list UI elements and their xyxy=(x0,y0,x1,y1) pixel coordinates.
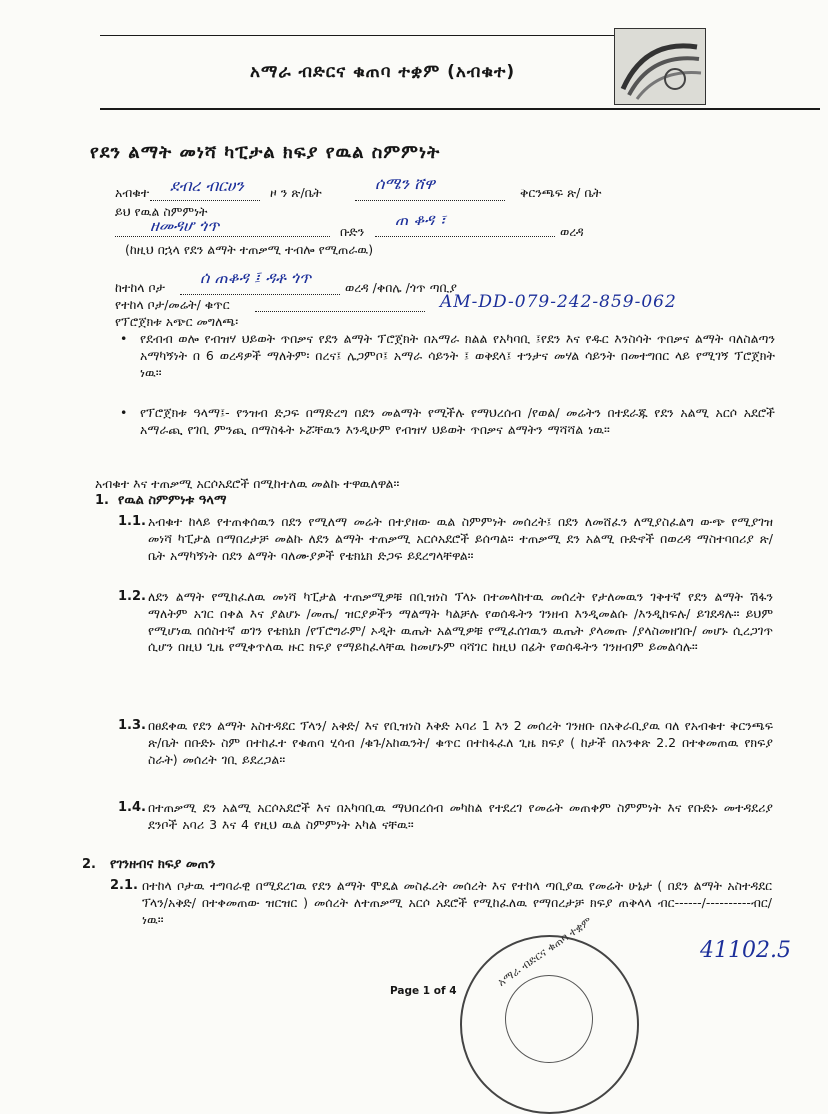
header-bottom-rule xyxy=(100,108,820,110)
woreda-label: ወረዳ xyxy=(560,224,584,239)
site-number-value: AM-DD-079-242-859-062 xyxy=(440,292,677,312)
page-number: Page 1 of 4 xyxy=(390,985,457,997)
location-field-line xyxy=(180,294,340,295)
institution-logo-icon xyxy=(614,28,706,105)
zone-field-line xyxy=(355,200,505,201)
section-title: የገንዘብና ክፍያ መጠን xyxy=(110,857,216,872)
clause-number: 1.1. xyxy=(118,514,146,529)
section-number: 2. xyxy=(82,857,96,872)
clause-text: በተከላ ቦታዉ ተግባራዊ በሚደረገዉ የደን ልማት ሞዴል መስፈረት መሰረት እና የተከላ ጣቢያዉ የመሬት ሁኔታ ( በደን ልማት አስተዳደር ፕላን/አቅድ/ በተቀመጠው ዝርዝር ) መሰረት ለተጠቃሚ አርሶ አደሮች የሚከፈለዉ የማበረታቻ ክፍያ ጠቅላላ ብር------/----------ብር/ ነዉ። xyxy=(142,878,772,927)
intro-line: አብቁተ እና ተጠቃሚ አርሶአደሮች በሚከተለዉ መልኩ ተዋዉለዋል። xyxy=(95,476,400,491)
location-suffix: ወረዳ /ቀበሌ /ጎጥ ጣቢያ xyxy=(345,280,457,295)
bullet-marker: • xyxy=(120,331,128,346)
branch-label: አብቁተ xyxy=(115,185,150,200)
subbranch-label: ቅርንጫፍ ጽ/ ቤት xyxy=(520,185,602,200)
clause-number: 1.3. xyxy=(118,718,146,733)
group-name-value: ዘመዳሆ ጎጥ xyxy=(150,216,220,235)
clause-text: በተጠቃሚ ደን አልሚ አርሶአደሮች እና በአካባቢዉ ማህበረሰብ መካከል የተደረገ የመሬት መጠቀም ስምምነት እና የቡድኑ መተዳደሪያ ደንቦች አባሪ 3 እና 4 የዚህ ዉል ስምምነት አካል ናቸዉ። xyxy=(148,800,773,832)
group-value: ጠ ቆዳ ፣ xyxy=(395,210,446,229)
clause-number: 2.1. xyxy=(110,878,138,893)
agreement-prefix: ይህ የዉል ስምምነት xyxy=(115,204,208,219)
clause-text: ለደን ልማት የሚከፈለዉ መነሻ ካፒታል ተጠቃሚዎቹ በቢዝነስ ፕላኑ በተመላከተዉ መሰረት የታለመዉን ገቅተኛ የደን ልማት ሽፋን ማለትም አገር በቀል እና ያልሆኑ /መጤ/ ዝርያዎችን ማልማት ካልቻሉ የወሰዱትን ገንዘብ እንዲመልሱ /እንዲከፍሉ/ ይገደዳሉ። ይህም የሚሆነዉ በሰስተኛ ወገን የቴክኒክ /የፕሮግራም/ ኦዲት ዉጤት አልሚዎቹ የሚፈሰገዉን ዉጤት ያላመጡ /ያላስመዘገቡ/ መሆኑ ሲረጋገጥ ሲሆን በዚህ ጊዜ የሚቀጥለዉ ዙር ክፍያ የማይከፈላቸዉ ከመሆኑም ባሻገር ከዚህ በፊት የወሰዱትን ገንዘብም ይመልሳሉ። xyxy=(148,589,773,655)
zone-value: ሰሜን ሸዋ xyxy=(375,174,436,193)
header-top-rule xyxy=(100,35,630,36)
group-field-line xyxy=(375,236,555,237)
branch-value: ደብረ ብርሀን xyxy=(170,176,244,195)
clause-text: በፀደቀዉ የደን ልማት አስተዳደር ፕላን/ አቅድ/ እና የቢዝነስ እቅድ አባሪ 1 እን 2 መሰረት ገንዘቡ በአቅራቢያዉ ባለ የአብቁተ ቅርንጫፍ ጽ/ቤት በቡድኑ ስም በተከፈተ የቁጠባ ሂሳብ /ቁጉ/አከዉንት/ ቁጥር በተከፋፈለ ጊዜ ክፍያ ( ከታች በአንቀጽ 2.2 በተቀመጠዉ የክፍያ ስራት) መሰረት ገቢ ይደረጋል። xyxy=(148,718,773,767)
branch-field-line xyxy=(150,200,260,201)
clause-number: 1.4. xyxy=(118,800,146,815)
location-value: ሰ ጠቆዳ ፤ ዳቶ ጎጥ xyxy=(200,268,312,287)
handwritten-margin-number: 41102.5 xyxy=(700,938,791,963)
section-number: 1. xyxy=(95,493,109,508)
hereafter-note: (ከዚህ በኋላ የደን ልማት ተጠቃሚ ተብሎ የሚጠራዉ) xyxy=(125,242,374,257)
seal-inner-ring xyxy=(505,975,593,1063)
section-title: የዉል ስምምነቱ ዓላማ xyxy=(118,493,227,508)
location-label: ከተከላ ቦታ xyxy=(115,280,165,295)
site-field-line xyxy=(255,311,425,312)
bullet-marker: • xyxy=(120,405,128,420)
document-title: የደን ልማት መነሻ ካፒታል ክፍያ የዉል ስምምነት xyxy=(90,142,441,163)
project-summary-label: የፕሮጀክቱ አጭር መግለጫ፡ xyxy=(115,314,239,329)
bullet-paragraph: የፕሮጀክቱ ዓላማ፤- የንዝብ ድጋፍ በማድረግ በደን መልማት የሚችሉ የማህረሰብ /የወል/ መሬትን በተደራጁ የደን አልሚ አርሶ አደሮች አማራጪ የገቢ ምንጪ በማስፋት ኑሯቸዉን እንዲሁም የብዝሃ ህይወት ጥበቃና ልማትን ማሻሻል ነዉ። xyxy=(140,405,775,437)
seal-text: አማራ ብድርና ቁጠባ ተቋም xyxy=(495,914,595,989)
clause-text: አብቁተ ከላይ የተጠቀሰዉን በደን የሚለማ መሬት በተያዘው ዉል ስምምነት መሰረት፤ በደን ለመሸፈን ለሚያስፈልግ ውጭ የሚያገዝ መነሻ ካፒታል በማበረታቻ መልኩ ለደን ልማት ተጠቃሚ አርሶአደሮች ይሰጣል። ተጠቃሚ ደን አልሚ ቡድኖች በወረዳ ማስተባበሪያ ጽ/ ቤት አማካኝነት በደን ልማት ባለሙያዎች የቴክኒክ ድጋፍ ይደረግላቸዋል። xyxy=(148,514,773,563)
site-label: የተከላ ቦታ/መሬት/ ቁጥር xyxy=(115,297,230,312)
group-name-line xyxy=(115,236,330,237)
org-name: አማራ ብድርና ቁጠባ ተቋም (አብቁተ) xyxy=(250,62,516,82)
group-label: ቡድን xyxy=(340,224,365,239)
clause-number: 1.2. xyxy=(118,589,146,604)
zone-label: ዞ ን ጽ/ቤት xyxy=(270,185,322,200)
bullet-paragraph: የደብብ ወሎ የብዝሃ ህይወት ጥበቃና የደን ልማት ፕሮጀክት በአማራ ክልል የአካባቢ ፤የደን እና የዱር እንስሳት ጥበቃና ልማት ባለስልጣን አማካኝነት በ 6 ወረዳዎች ማለትም፡ በረና፤ ሌጋምቦ፤ አማራ ሳይንት ፤ ወቅደላ፤ ተንታና መሃል ሳይንት በመተግበር ላይ የሚገኝ ፕሮጀክት ነዉ። xyxy=(140,331,775,380)
